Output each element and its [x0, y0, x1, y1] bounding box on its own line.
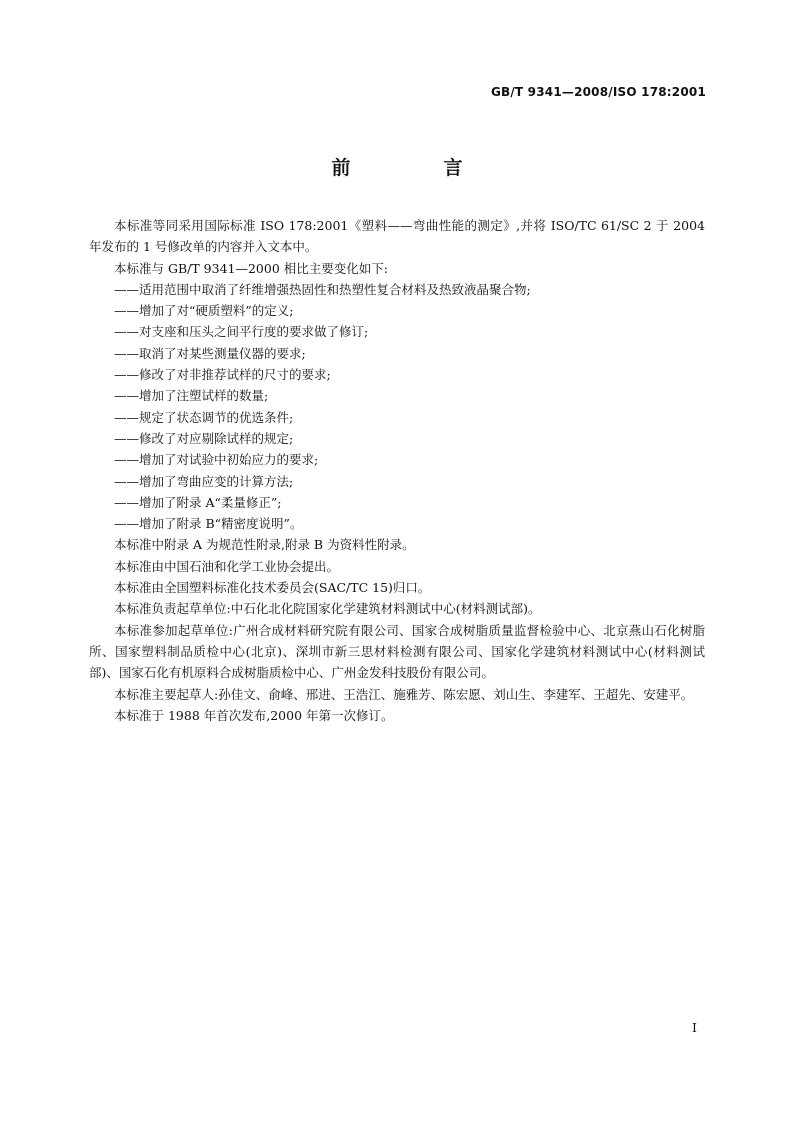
change-item: ——对支座和压头之间平行度的要求做了修订; — [114, 324, 369, 340]
history-paragraph: 本标准于 1988 年首次发布,2000 年第一次修订。 — [114, 707, 394, 723]
standard-number-header: GB/T 9341—2008/ISO 178:2001 — [490, 85, 706, 99]
drafting-unit-paragraph: 本标准负责起草单位:中石化北化院国家化学建筑材料测试中心(材料测试部)。 — [114, 601, 541, 617]
intro-paragraph: 本标准等同采用国际标准 ISO 178:2001《塑料——弯曲性能的测定》,并将 ISO/TC 61/SC 2 于 2004 年发布的 1 号修改单的内容并入文本中。 — [89, 218, 705, 255]
foreword-body — [89, 215, 705, 726]
annex-note-paragraph: 本标准中附录 A 为规范性附录,附录 B 为资料性附录。 — [114, 537, 415, 553]
changes-intro-paragraph: 本标准与 GB/T 9341—2000 相比主要变化如下: — [114, 260, 388, 276]
change-item: ——适用范围中取消了纤维增强热固性和热塑性复合材料及热致液晶聚合物; — [114, 281, 531, 297]
change-item: ——修改了对应剔除试样的规定; — [114, 430, 294, 446]
change-item: ——增加了弯曲应变的计算方法; — [114, 473, 294, 489]
participating-units-paragraph: 本标准参加起草单位:广州合成材料研究院有限公司、国家合成树脂质量监督检验中心、北京燕山石化树脂所、国家塑料制品质检中心(北京)、深圳市新三思材料检测有限公司、国家化学建筑材料测试中心(材料测试部)、国家石化有机原料合成树脂质检中心、广州金发科技股份有限公司。 — [89, 622, 705, 681]
change-item: ——规定了状态调节的优选条件; — [114, 409, 294, 425]
drafters-paragraph: 本标准主要起草人:孙佳文、俞峰、邢进、王浩江、施雅芳、陈宏愿、刘山生、李建军、王超先、安建平。 — [114, 686, 694, 702]
change-item: ——修改了对非推荐试样的尺寸的要求; — [114, 367, 331, 383]
change-item: ——增加了对试验中初始应力的要求; — [114, 452, 319, 468]
committee-paragraph: 本标准由全国塑料标准化技术委员会(SAC/TC 15)归口。 — [114, 580, 431, 596]
change-item: ——增加了附录 B“精密度说明”。 — [114, 516, 303, 532]
changes-list — [89, 279, 705, 535]
proposer-paragraph: 本标准由中国石油和化学工业协会提出。 — [114, 558, 340, 574]
change-item: ——增加了附录 A“柔量修正”; — [114, 494, 282, 510]
change-item: ——取消了对某些测量仪器的要求; — [114, 345, 306, 361]
change-item: ——增加了注塑试样的数量; — [114, 388, 269, 404]
page-number: I — [692, 1020, 697, 1035]
change-item: ——增加了对“硬质塑料”的定义; — [114, 303, 294, 319]
page-title: 前 言 — [331, 157, 500, 179]
